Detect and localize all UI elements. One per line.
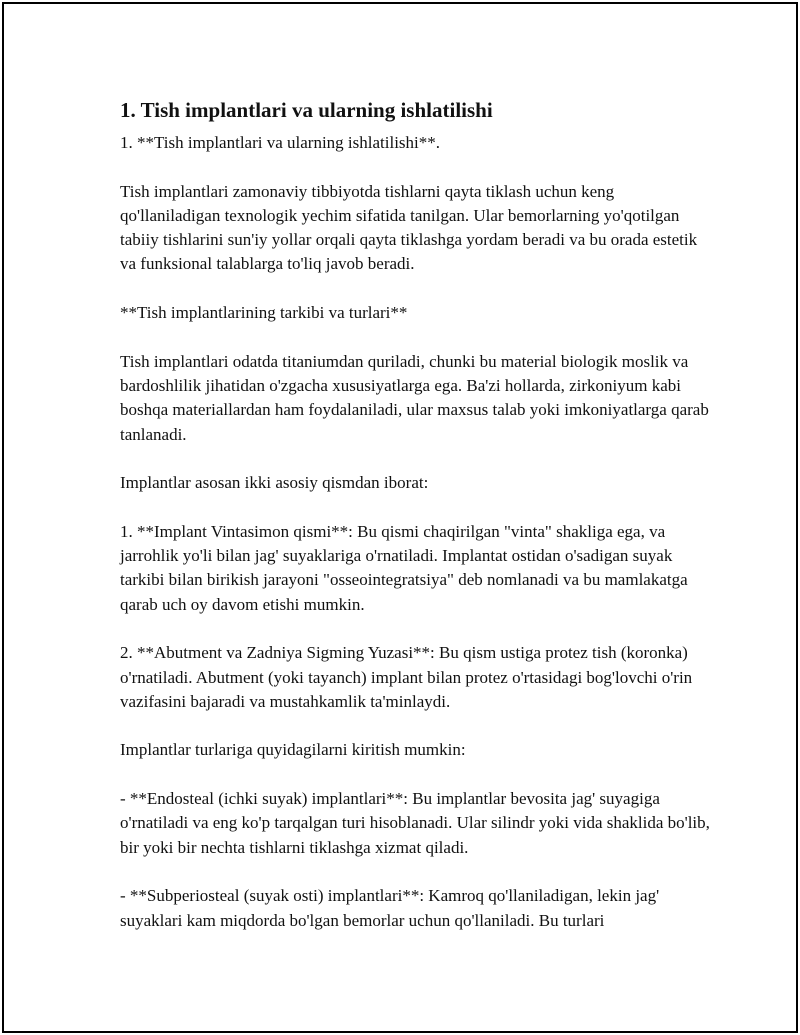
- paragraph-parts-intro: Implantlar asosan ikki asosiy qismdan iborat:: [120, 473, 429, 493]
- paragraph-type-endosteal: - **Endosteal (ichki suyak) implantlari**: Bu implantlar bevosita jag' suyagiga o'rnatiladi va eng ko'p tarqalgan turi hisoblanadi. Ular silindr yoki vida shaklida bo'lib, bir yoki bir nechta tishlarni tiklashga xizmat qiladi.: [120, 789, 710, 857]
- paragraph-heading-repeat: 1. **Tish implantlari va ularning ishlatilishi**.: [120, 133, 441, 152]
- paragraph-intro: Tish implantlari zamonaviy tibbiyotda tishlarni qayta tiklash uchun keng qo'llaniladigan texnologik yechim sifatida tanilgan. Ular bemorlarning yo'qotilgan tabiiy tishlarini sun'iy yollar orqali qayta tiklashga yordam beradi va bu orada estetik va funksional talablarga to'liq javob beradi.: [120, 181, 698, 274]
- paragraph-materials: Tish implantlari odatda titaniumdan quriladi, chunki bu material biologik moslik va bardoshlilik jihatidan o'zgacha xususiyatlarga ega. Ba'zi hollarda, zirkoniyum kabi boshqa materiallardan ham foydalaniladi, ular maxsus talab yoki imkoniyatlarga qarab tanlanadi.: [120, 351, 709, 444]
- paragraph-part-2: 2. **Abutment va Zadniya Sigming Yuzasi**: Bu qism ustiga protez tish (koronka) o'rnatiladi. Abutment (yoki tayanch) implant bilan protez o'rtasidagi bog'lovchi o'rin vazifasini bajaradi va mustahkamlik ta'minlaydi.: [120, 643, 693, 711]
- paragraph-type-subperiosteal: - **Subperiosteal (suyak osti) implantlari**: Kamroq qo'llaniladigan, lekin jag' suyaklari kam miqdorda bo'lgan bemorlar uchun qo'llaniladi. Bu turlari: [120, 886, 660, 930]
- paragraph-types-intro: Implantlar turlariga quyidagilarni kiritish mumkin:: [120, 740, 466, 760]
- document-title: 1. Tish implantlari va ularning ishlatilishi: [120, 98, 493, 122]
- paragraph-part-1: 1. **Implant Vintasimon qismi**: Bu qismi chaqirilgan "vinta" shakliga ega, va jarrohlik yo'li bilan jag' suyaklariga o'rnatiladi. Implantat ostidan o'sadigan suyak tarkibi bilan birikish jarayoni "osseointegratsiya" deb nomlanadi va bu mamlakatga qarab uch oy davom etishi mumkin.: [120, 521, 688, 614]
- document-body: [120, 96, 710, 957]
- paragraph-subheading: **Tish implantlarining tarkibi va turlari**: [120, 303, 408, 323]
- document-page: [2, 2, 798, 1033]
